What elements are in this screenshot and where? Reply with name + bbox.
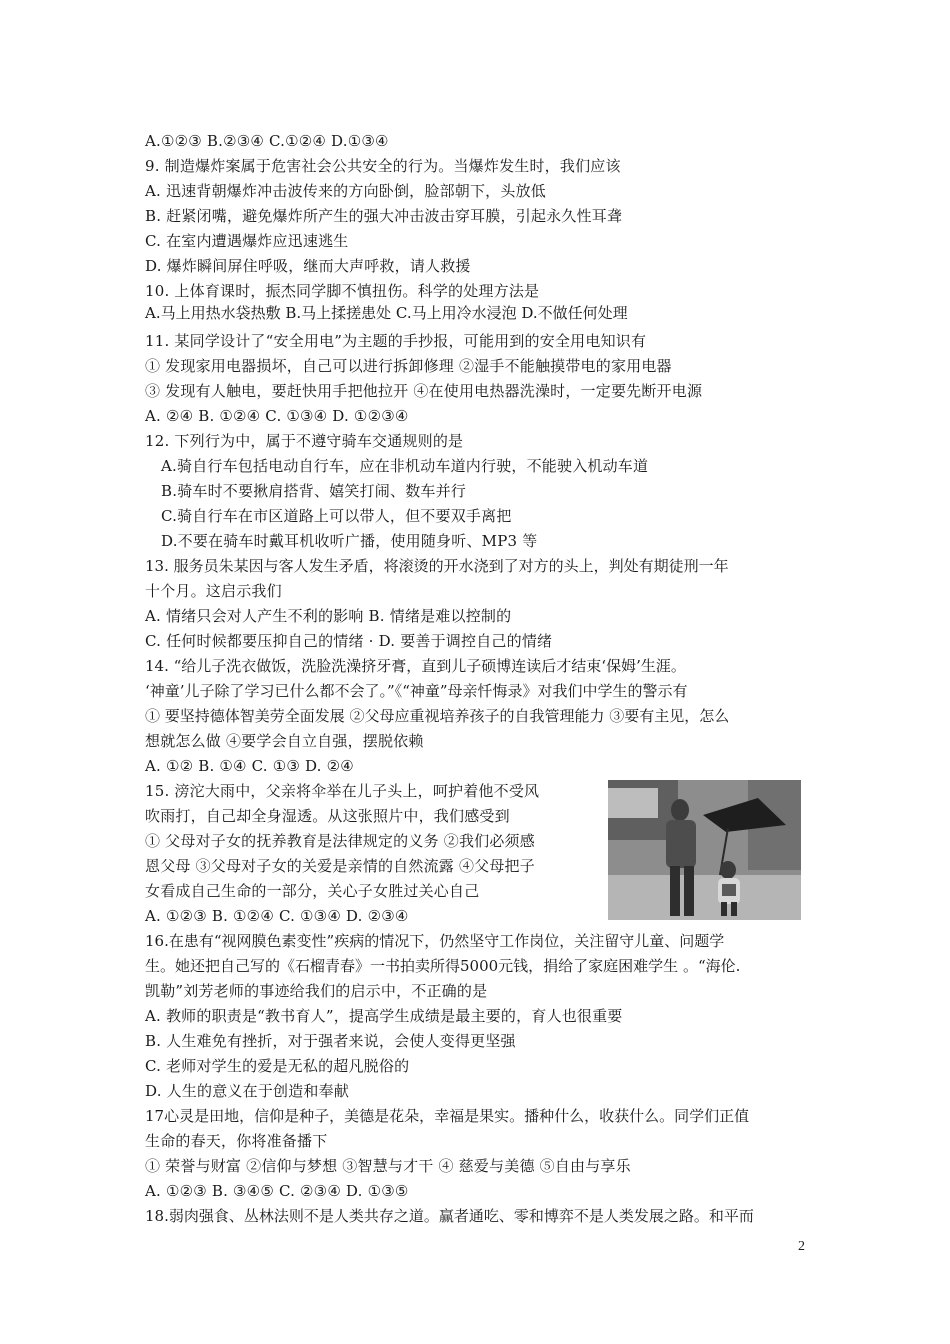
q8-options: A.①②③ B.②③④ C.①②④ D.①③④ bbox=[145, 132, 389, 150]
q9-stem: 9. 制造爆炸案属于危害社会公共安全的行为。当爆炸发生时，我们应该 bbox=[145, 157, 621, 175]
q12-option-b: B.骑车时不要揪肩搭背、嬉笑打闹、数车并行 bbox=[161, 482, 466, 500]
q17-statements: ① 荣誉与财富 ②信仰与梦想 ③智慧与才干 ④ 慈爱与美德 ⑤自由与享乐 bbox=[145, 1157, 631, 1175]
q16-stem-2: 生。她还把自己写的《石榴青春》一书拍卖所得5000元钱，捐给了家庭困难学生 。“海伦. bbox=[145, 957, 741, 975]
q12-stem: 12. 下列行为中，属于不遵守骑车交通规则的是 bbox=[145, 432, 464, 450]
q12-option-c: C.骑自行车在市区道路上可以带人，但不要双手离把 bbox=[161, 507, 512, 525]
q11-statements-2: ③ 发现有人触电，要赶快用手把他拉开 ④在使用电热器洗澡时，一定要先断开电源 bbox=[145, 382, 703, 400]
q10-stem: 10. 上体育课时，振杰同学脚不慎扭伤。科学的处理方法是 bbox=[145, 282, 540, 300]
q16-option-d: D. 人生的意义在于创造和奉献 bbox=[145, 1082, 350, 1100]
q10-options: A.马上用热水袋热敷 B.马上揉搓患处 C.马上用冷水浸泡 D.不做任何处理 bbox=[145, 304, 628, 322]
q9-option-b: B. 赶紧闭嘴，避免爆炸所产生的强大冲击波击穿耳膜，引起永久性耳聋 bbox=[145, 207, 623, 225]
q16-option-a: A. 教师的职责是“教书育人”，提高学生成绩是最主要的，育人也很重要 bbox=[145, 1007, 623, 1025]
q16-stem-1: 16.在患有“视网膜色素变性”疾病的情况下，仍然坚守工作岗位，关注留守儿童、问题学 bbox=[145, 932, 725, 950]
q17-stem-2: 生命的春天，你将准备播下 bbox=[145, 1132, 328, 1150]
q14-stem-2: ‘神童’儿子除了学习已什么都不会了。”《“神童”母亲忏悔录》对我们中学生的警示有 bbox=[145, 682, 688, 700]
q15-statements-2: 恩父母 ③父母对子女的关爱是亲情的自然流露 ④父母把子 bbox=[145, 857, 535, 875]
q15-stem-1: 15. 滂沱大雨中，父亲将伞举在儿子头上，呵护着他不受风 bbox=[145, 782, 540, 800]
q11-stem: 11. 某同学设计了“安全用电”为主题的手抄报，可能用到的安全用电知识有 bbox=[145, 332, 647, 350]
q13-stem-2: 十个月。这启示我们 bbox=[145, 582, 282, 600]
q16-option-b: B. 人生难免有挫折，对于强者来说，会使人变得更坚强 bbox=[145, 1032, 516, 1050]
q14-statements-2: 想就怎么做 ④要学会自立自强，摆脱依赖 bbox=[145, 732, 424, 750]
q15-statements-3: 女看成自己生命的一部分，关心子女胜过关心自己 bbox=[145, 882, 480, 900]
father-umbrella-photo bbox=[608, 780, 801, 920]
q15-stem-2: 吹雨打，自己却全身湿透。从这张照片中，我们感受到 bbox=[145, 807, 510, 825]
rain-scene-illustration bbox=[608, 780, 801, 920]
q14-options: A. ①② B. ①④ C. ①③ D. ②④ bbox=[145, 757, 354, 775]
q13-stem-1: 13. 服务员朱某因与客人发生矛盾，将滚烫的开水浇到了对方的头上，判处有期徒刑一年 bbox=[145, 557, 729, 575]
q17-options: A. ①②③ B. ③④⑤ C. ②③④ D. ①③⑤ bbox=[145, 1182, 409, 1200]
q11-options: A. ②④ B. ①②④ C. ①③④ D. ①②③④ bbox=[145, 407, 409, 425]
q17-stem-1: 17心灵是田地，信仰是种子，美德是花朵，幸福是果实。播种什么，收获什么。同学们正值 bbox=[145, 1107, 750, 1125]
q13-options-ab: A. 情绪只会对人产生不利的影响 B. 情绪是难以控制的 bbox=[145, 607, 512, 625]
q15-statements-1: ① 父母对子女的抚养教育是法律规定的义务 ②我们必须感 bbox=[145, 832, 535, 850]
q9-option-c: C. 在室内遭遇爆炸应迅速逃生 bbox=[145, 232, 349, 250]
q14-stem-1: 14. “给儿子洗衣做饭，洗脸洗澡挤牙膏，直到儿子硕博连读后才结束‘保姆’生涯。 bbox=[145, 657, 686, 675]
q11-statements-1: ① 发现家用电器损坏，自己可以进行拆卸修理 ②湿手不能触摸带电的家用电器 bbox=[145, 357, 672, 375]
q9-option-d: D. 爆炸瞬间屏住呼吸，继而大声呼救，请人救援 bbox=[145, 257, 471, 275]
q12-option-d: D.不要在骑车时戴耳机收听广播，使用随身听、MP3 等 bbox=[161, 532, 538, 550]
q9-option-a: A. 迅速背朝爆炸冲击波传来的方向卧倒，脸部朝下，头放低 bbox=[145, 182, 546, 200]
q15-options: A. ①②③ B. ①②④ C. ①③④ D. ②③④ bbox=[145, 907, 409, 925]
q14-statements-1: ① 要坚持德体智美劳全面发展 ②父母应重视培养孩子的自我管理能力 ③要有主见，怎么 bbox=[145, 707, 730, 725]
q16-option-c: C. 老师对学生的爱是无私的超凡脱俗的 bbox=[145, 1057, 410, 1075]
q13-options-cd: C. 任何时候都要压抑自己的情绪 · D. 要善于调控自己的情绪 bbox=[145, 632, 553, 650]
q12-option-a: A.骑自行车包括电动自行车，应在非机动车道内行驶，不能驶入机动车道 bbox=[161, 457, 649, 475]
q18-stem-1: 18.弱肉强食、丛林法则不是人类共存之道。赢者通吃、零和博弈不是人类发展之路。和平而 bbox=[145, 1207, 754, 1225]
page-number: 2 bbox=[798, 1239, 805, 1254]
q16-stem-3: 凯勒”刘芳老师的事迹给我们的启示中，不正确的是 bbox=[145, 982, 488, 1000]
